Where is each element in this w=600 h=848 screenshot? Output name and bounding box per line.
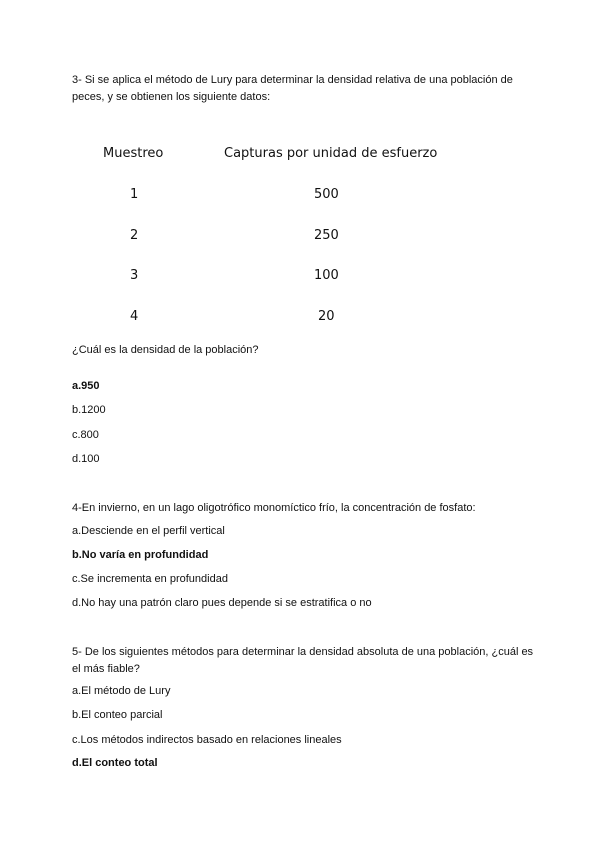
question-4-text: 4-En invierno, en un lago oligotrófico monomíctico frío, la concentración de fosfato: — [72, 502, 476, 514]
question-5-text: 5- De los siguientes métodos para determinar la densidad absoluta de una población, ¿cuál es el más fiable? — [72, 646, 534, 675]
table-cell-capturas: 20 — [318, 309, 335, 324]
question-3-option-a: a.950 — [72, 380, 100, 392]
table-cell-muestreo: 4 — [130, 309, 139, 324]
question-4-option-a: a.Desciende en el perfil vertical — [72, 525, 225, 537]
question-5-option-b: b.El conteo parcial — [72, 709, 163, 721]
question-3-option-b: b.1200 — [72, 404, 106, 416]
question-5-option-d: d.El conteo total — [72, 757, 158, 769]
table-cell-muestreo: 1 — [130, 187, 139, 202]
table-cell-muestreo: 2 — [130, 228, 139, 243]
table-cell-capturas: 100 — [314, 268, 339, 283]
table-header-capturas: Capturas por unidad de esfuerzo — [224, 146, 438, 161]
question-4-option-b: b.No varía en profundidad — [72, 549, 209, 561]
question-3-option-d: d.100 — [72, 453, 100, 465]
question-3-prompt: ¿Cuál es la densidad de la población? — [72, 344, 259, 356]
question-3-text: 3- Si se aplica el método de Lury para determinar la densidad relativa de una población de peces, y se obtienen los siguiente datos: — [72, 74, 513, 103]
question-5-option-a: a.El método de Lury — [72, 685, 171, 697]
table-cell-muestreo: 3 — [130, 268, 139, 283]
question-4-option-d: d.No hay una patrón claro pues depende si se estratifica o no — [72, 597, 372, 609]
table-header-muestreo: Muestreo — [103, 146, 164, 161]
table-cell-capturas: 500 — [314, 187, 339, 202]
table-cell-capturas: 250 — [314, 228, 339, 243]
question-5-option-c: c.Los métodos indirectos basado en relaciones lineales — [72, 734, 342, 746]
question-3-option-c: c.800 — [72, 429, 99, 441]
question-4-option-c: c.Se incrementa en profundidad — [72, 573, 228, 585]
